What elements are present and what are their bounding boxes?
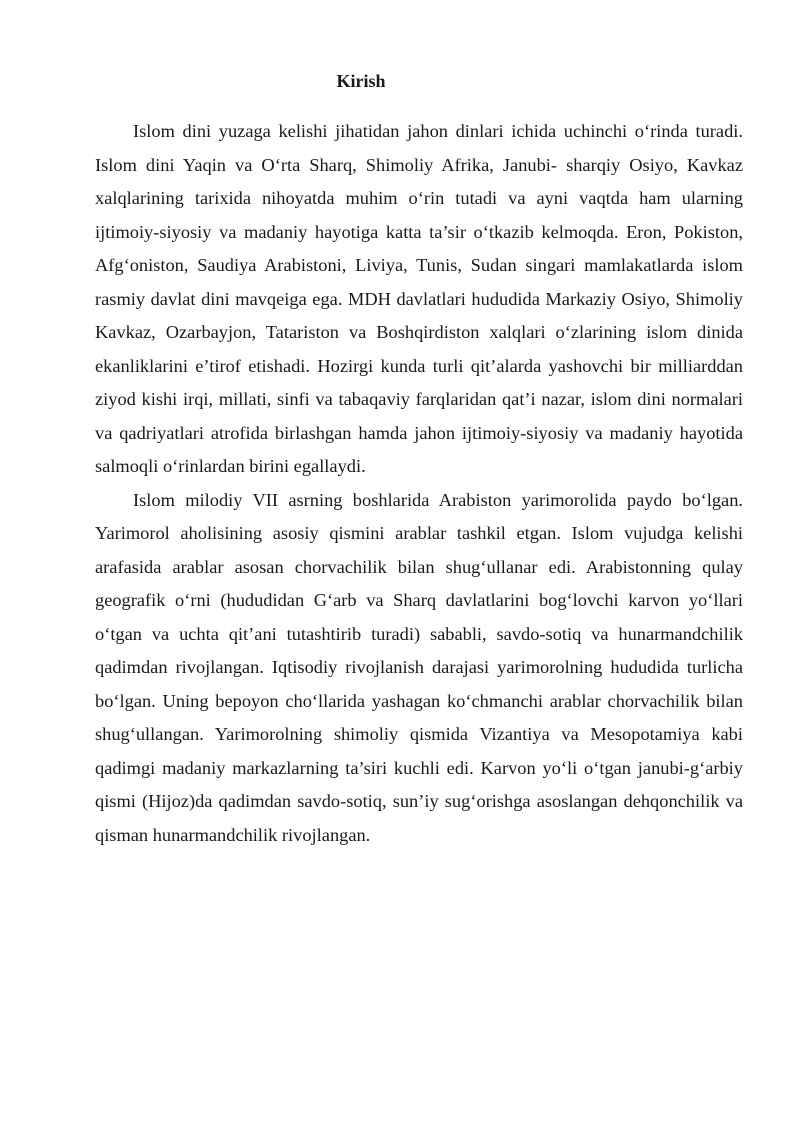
paragraph-2: Islom milodiy VII asrning boshlarida Arabiston yarimorolida paydo bo‘lgan. Yarimorol aholisining asosiy qismini arablar tashkil etgan. Islom vujudga kelishi arafasida arablar asosan chorvachilik bilan shug‘ullanar edi. Arabistonning qulay geografik o‘rni (hududidan G‘arb va Sharq davlatlarini bog‘lovchi karvon yo‘llari o‘tgan va uchta qit’ani tutashtirib turadi) sababli, savdo-sotiq va hunarmandchilik qadimdan rivojlangan. Iqtisodiy rivojlanish darajasi yarimorolning hududida turlicha bo‘lgan. Uning bepoyon cho‘llarida yashagan ko‘chmanchi arablar chorvachilik bilan shug‘ullangan. Yarimorolning shimoliy qismida Vizantiya va Mesopotamiya kabi qadimgi madaniy markazlarning ta’siri kuchli edi. Karvon yo‘li o‘tgan janubi-g‘arbiy qismi (Hijoz)da qadimdan savdo-sotiq, sun’iy sug‘orishga asoslangan dehqonchilik va qisman hunarmandchilik rivojlangan.	[95, 489, 743, 845]
paragraph-1: Islom dini yuzaga kelishi jihatidan jahon dinlari ichida uchinchi o‘rinda turadi. Islom dini Yaqin va O‘rta Sharq, Shimoliy Afrika, Janubi- sharqiy Osiyo, Kavkaz xalqlarining tarixida nihoyatda muhim o‘rin tutadi va ayni vaqtda ham ularning ijtimoiy-siyosiy va madaniy hayotiga katta ta’sir o‘tkazib kelmoqda. Eron, Pokiston, Afg‘oniston, Saudiya Arabistoni, Liviya, Tunis, Sudan singari mamlakatlarda islom rasmiy davlat dini mavqeiga ega. MDH davlatlari hududida Markaziy Osiyo, Shimoliy Kavkaz, Ozarbayjon, Tatariston va Boshqirdiston xalqlari o‘zlarining islom dinida ekanliklarini e’tirof etishadi. Hozirgi kunda turli qit’alarda yashovchi bir milliarddan ziyod kishi irqi, millati, sinfi va tabaqaviy farqlaridan qat’i nazar, islom dini normalari va qadriyatlari atrofida birlashgan hamda jahon ijtimoiy-siyosiy va madaniy hayotida salmoqli o‘rinlardan birini egallaydi.	[95, 121, 743, 476]
section-heading: Kirish	[336, 71, 386, 91]
document-body	[95, 115, 743, 852]
